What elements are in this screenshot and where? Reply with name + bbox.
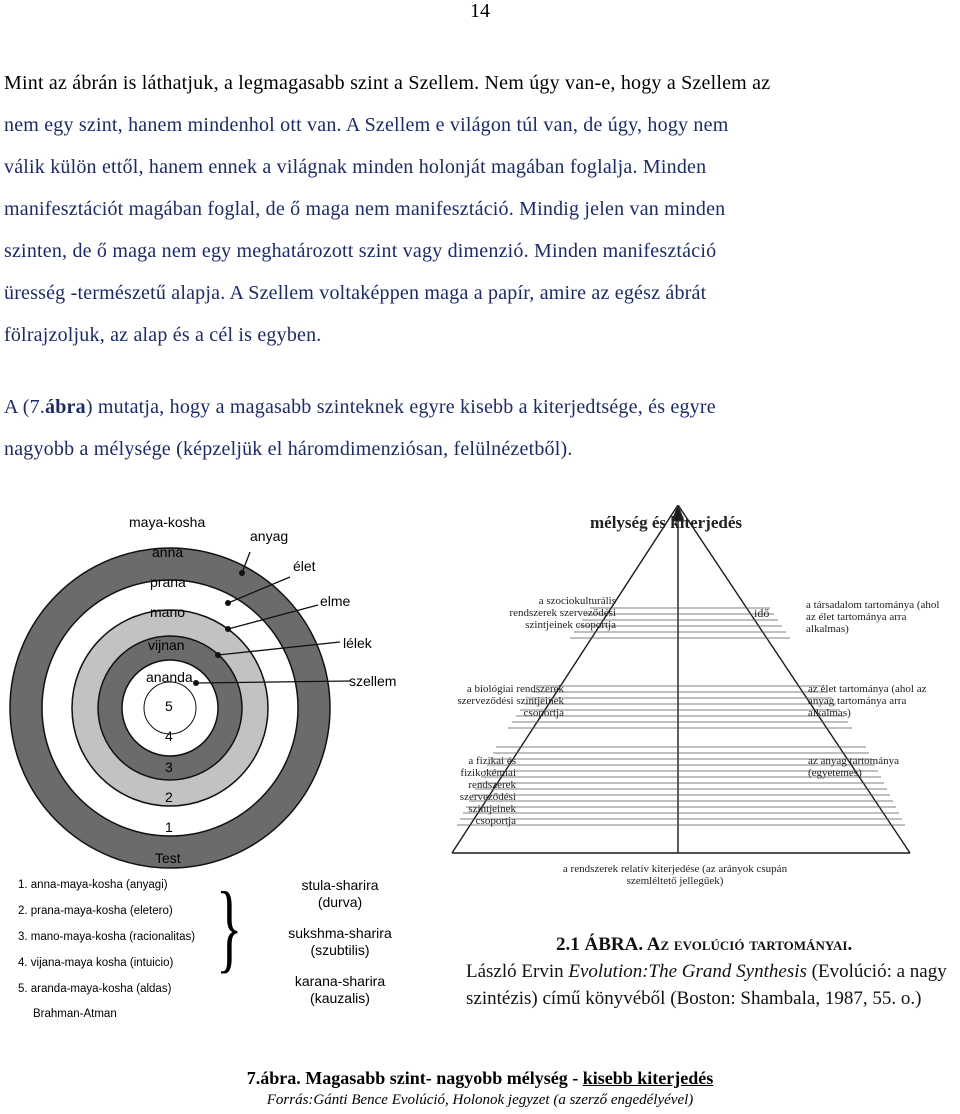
label-prana: prana	[150, 574, 186, 590]
sharira-name: stula-sharira	[301, 877, 379, 893]
paragraph-spirit	[4, 62, 888, 356]
label-test: Test	[155, 850, 181, 866]
paragraph-line: üresség -természetű alapja. A Szellem voltaképpen maga a papír, amire az egész ábrát	[4, 282, 707, 304]
caption-title: 2.1 ÁBRA. Az evolúció tartományai.	[556, 934, 853, 955]
label-szellem: szellem	[349, 673, 397, 689]
figure-caption-line3: szintézis) című könyvéből (Boston: Shambala, 1987, 55. o.)	[466, 988, 922, 1009]
label-ido: idő	[754, 606, 770, 620]
paragraph-line: fölrajzoljuk, az alap és a cél is egyben.	[4, 324, 322, 346]
page-number: 14	[470, 0, 490, 22]
label-elet: élet	[293, 558, 316, 574]
label-vijnan: vijnan	[148, 637, 185, 653]
caption-text: (Evolúció: a nagy	[806, 961, 947, 982]
legend-item: 4. vijana-maya kosha (intuicio)	[18, 957, 174, 969]
paragraph-line	[4, 386, 888, 428]
sharira-gloss: (durva)	[317, 894, 363, 910]
label-lelek: lélek	[343, 635, 372, 651]
right-label-matter: az anyag tartománya (egyetemes)	[808, 755, 900, 779]
paragraph-line: válik külön ettől, hanem ennek a világnak minden holonját magában foglalja. Minden	[4, 156, 707, 178]
bold-figure-ref: ábra	[45, 396, 86, 418]
legend-item: 3. mano-maya-kosha (racionalitas)	[18, 931, 196, 943]
ring-number-5: 5	[165, 698, 173, 714]
evolution-domains-diagram	[440, 505, 960, 1045]
caption-underlined: kisebb kiterjedés	[582, 1068, 714, 1088]
paragraph-line: nagyobb a mélysége (képzeljük el háromdimenziósan, felülnézetből).	[4, 438, 573, 460]
ring-number-4: 4	[165, 728, 173, 744]
line-text: A (7.	[4, 396, 45, 418]
caption-text: László Ervin	[466, 961, 569, 982]
sharira-name: karana-sharira	[294, 973, 386, 989]
left-label-sociocultural: a szociokulturális rendszerek szerveződési szintjeinek csoportja	[509, 595, 616, 631]
koshas-diagram	[0, 505, 440, 1045]
caption-text: 7.ábra. Magasabb szint- nagyobb mélység -	[246, 1068, 583, 1088]
legend-item: 1. anna-maya-kosha (anyagi)	[18, 879, 168, 891]
sharira-stula	[260, 877, 420, 911]
legend-item: 5. aranda-maya-kosha (aldas)	[18, 983, 172, 995]
sharira-gloss: (szubtilis)	[310, 942, 370, 958]
right-label-life: az élet tartománya (ahol az anyag tartománya arra alkalmas)	[808, 683, 927, 719]
ring-number-3: 3	[165, 759, 173, 775]
sharira-sukshma	[260, 925, 420, 959]
paragraph-line: szinten, de ő maga nem egy meghatározott szint vagy dimenzió. Minden manifesztáció	[4, 240, 717, 262]
sharira-gloss: (kauzalis)	[310, 990, 370, 1006]
paragraph-figure-intro	[4, 386, 888, 470]
label-anyag: anyag	[250, 528, 289, 544]
ring-number-1: 1	[165, 819, 173, 835]
line-text: ) mutatja, hogy a magasabb szinteknek egyre kisebb a kiterjedtsége, és egyre	[85, 396, 716, 418]
left-label-physical: a fizikai és fizikokémiai rendszerek szerveződési szintjeinek csoportja	[459, 755, 516, 827]
sharira-name: sukshma-sharira	[288, 925, 392, 941]
brace: }	[216, 871, 243, 982]
legend-item: 2. prana-maya-kosha (eletero)	[18, 905, 173, 917]
paragraph-line: nem egy szint, hanem mindenhol ott van. A Szellem e világon túl van, de úgy, hogy nem	[4, 114, 729, 136]
label-ananda: ananda	[146, 669, 193, 685]
label-anna: anna	[152, 544, 184, 560]
paragraph-line: manifesztációt magában foglal, de ő maga nem manifesztáció. Mindig jelen van minden	[4, 198, 726, 220]
figure-source: Forrás:Gánti Bence Evolúció, Holonok jegyzet (a szerző engedélyével)	[266, 1092, 694, 1108]
right-figure-title: mélység és kiterjedés	[590, 513, 743, 532]
left-label-biological: a biológiai rendszerek szerveződési szintjeinek csoportja	[457, 683, 564, 719]
figure-caption-line2	[466, 958, 960, 985]
paragraph-line	[4, 62, 888, 104]
figure-caption-line1	[556, 931, 956, 958]
right-label-society: a társadalom tartománya (ahol az élet tartománya arra alkalmas)	[806, 599, 940, 635]
label-mano: mano	[150, 604, 186, 620]
bottom-note: a rendszerek relatív kiterjedése (az arányok csupán szemléltető jellegűek)	[562, 863, 788, 887]
label-maya-kosha: maya-kosha	[129, 514, 206, 530]
sharira-karana	[260, 973, 420, 1007]
caption-book-title: Evolution:The Grand Synthesis	[568, 961, 807, 982]
label-elme: elme	[320, 593, 351, 609]
line-text: Mint az ábrán is láthatjuk, a legmagasabb szint a Szellem. Nem úgy van-e, hogy a Szellem az	[4, 72, 771, 94]
legend-item: Brahman-Atman	[33, 1008, 117, 1020]
figure-caption	[0, 1068, 960, 1089]
ring-number-2: 2	[165, 789, 173, 805]
